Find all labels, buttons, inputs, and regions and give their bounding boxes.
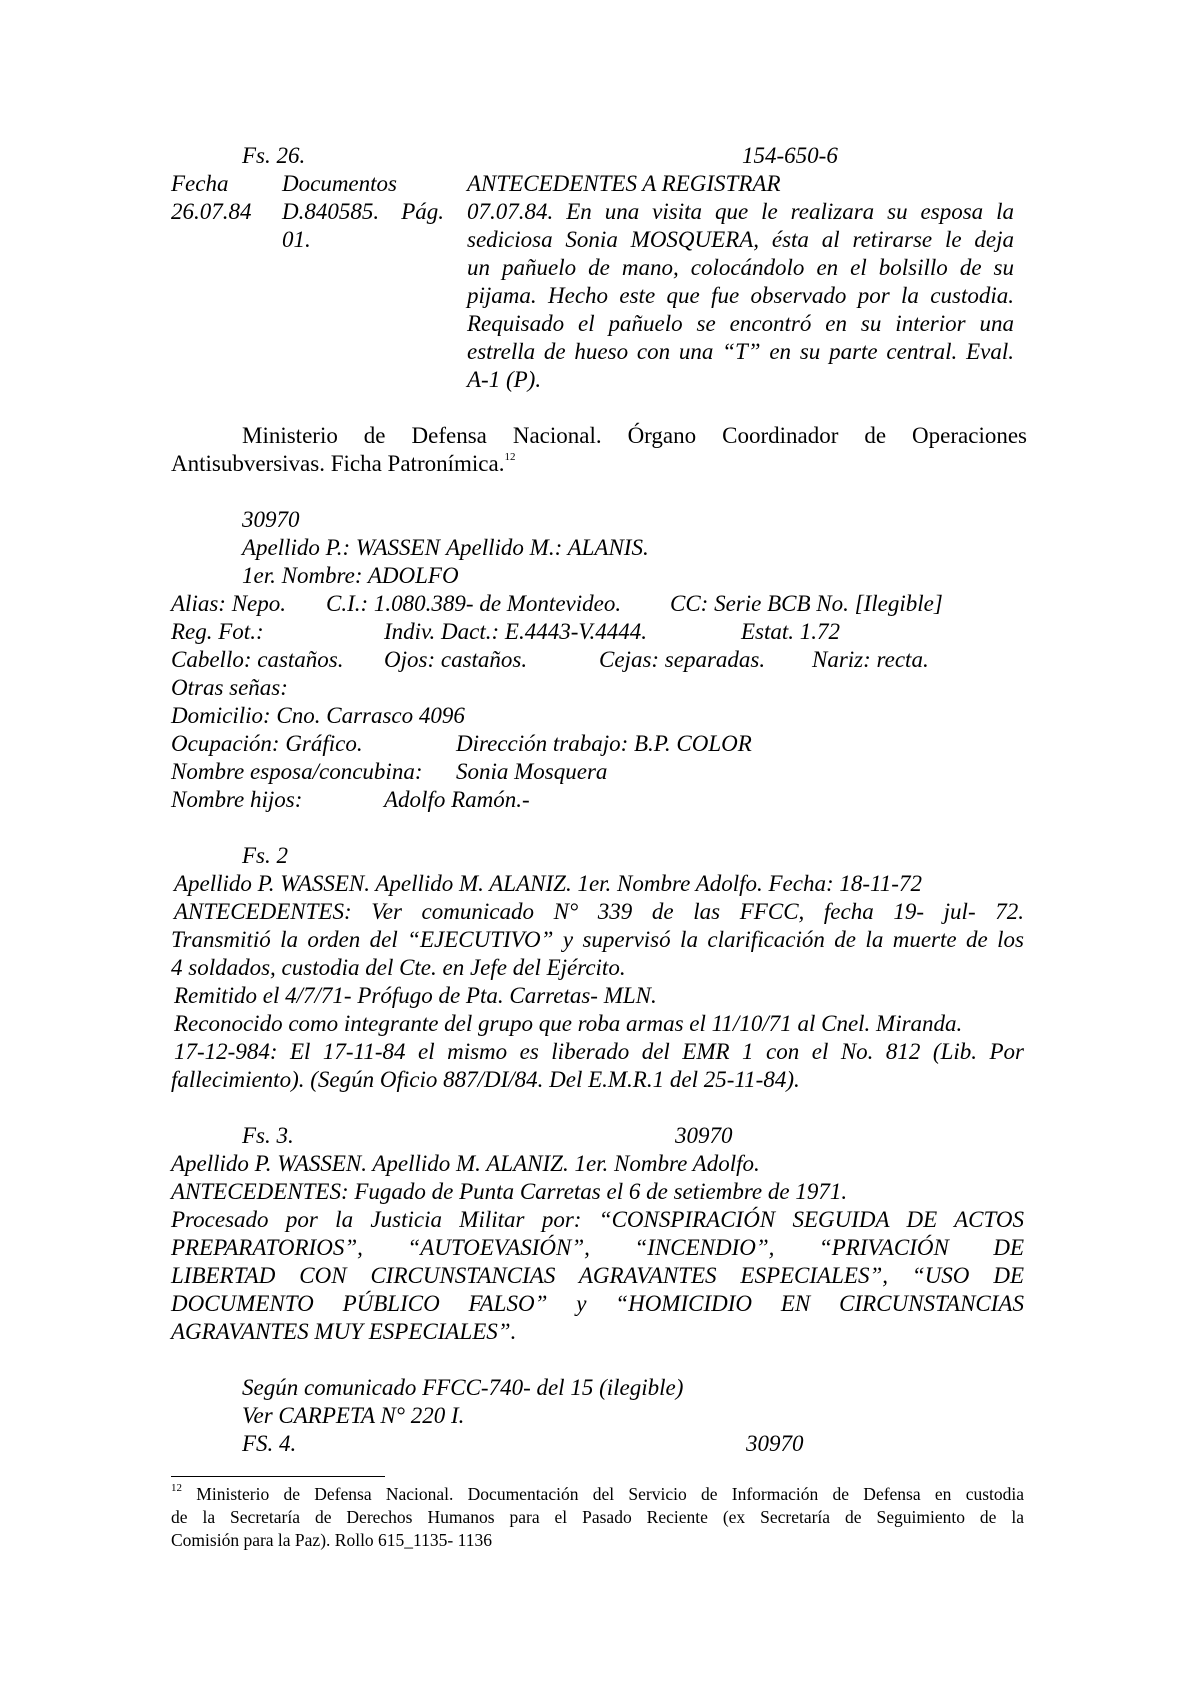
fs3-line: LIBERTAD CON CIRCUNSTANCIAS AGRAVANTES ESPECIALES”, “USO DE [171,1263,1024,1288]
ficha-number: 30970 [242,507,300,532]
reference-number: 154-650-6 [742,143,838,168]
registro-fotografico: Reg. Fot.: [171,619,264,644]
fs3-line: ANTECEDENTES: Fugado de Punta Carretas el 6 de setiembre de 1971. [171,1179,848,1204]
fs2-line: Transmitió la orden del “EJECUTIVO” y supervisó la clarificación de la muerte de los [171,927,1024,952]
cabello: Cabello: castaños. [171,647,344,672]
fs3-line: Apellido P. WASSEN. Apellido M. ALANIZ. 1er. Nombre Adolfo. [171,1151,760,1176]
alias: Alias: Nepo. [171,591,286,616]
document-id: D.840585. Pág. [282,199,444,224]
folio-label: Fs. 26. [242,143,306,168]
fs3-line: PREPARATORIOS”, “AUTOEVASIÓN”, “INCENDIO”, “PRIVACIÓN DE [171,1235,1024,1260]
ficha-number: 30970 [675,1123,733,1148]
source-line [171,450,515,478]
antecedentes-line: 07.07.84. En una visita que le realizara su esposa la [467,199,1014,224]
otras-senas: Otras señas: [171,675,288,700]
footnote-line: de la Secretaría de Derechos Humanos para el Pasado Reciente (ex Secretaría de Seguimiento de la [171,1507,1024,1527]
column-header-fecha: Fecha [171,171,229,196]
folio-label: Fs. 3. [242,1123,294,1148]
ocupacion: Ocupación: Gráfico. [171,731,363,756]
estatura: Estat. 1.72 [741,619,841,644]
antecedentes-line: sediciosa Sonia MOSQUERA, ésta al retirarse le deja [467,227,1014,252]
apellido-paterno: Apellido P.: WASSEN [242,535,440,560]
tail-line: Según comunicado FFCC-740- del 15 (ilegible) [242,1375,684,1400]
cedula: C.I.: 1.080.389- de Montevideo. [326,591,622,616]
fs2-line: ANTECEDENTES: Ver comunicado N° 339 de las FFCC, fecha 19- jul- 72. [174,899,1024,924]
antecedentes-line: A-1 (P). [467,367,542,392]
fs3-line: Procesado por la Justicia Militar por: “CONSPIRACIÓN SEGUIDA DE ACTOS [171,1207,1024,1232]
fs2-line: 17-12-984: El 17-11-84 el mismo es liberado del EMR 1 con el No. 812 (Lib. Por [174,1039,1024,1064]
column-header-documentos: Documentos [282,171,397,196]
footnote-text: Ministerio de Defensa Nacional. Documentación del Servicio de Información de Defensa en custodia [196,1484,1025,1504]
folio-label: Fs. 2 [242,843,288,868]
footnote-separator [171,1476,385,1477]
antecedentes-line: un pañuelo de mano, colocándolo en el bolsillo de su [467,255,1014,280]
antecedentes-line: Requisado el pañuelo se encontró en su interior una [467,311,1014,336]
apellido-materno: Apellido M.: ALANIS. [446,535,649,560]
fs2-line: Apellido P. WASSEN. Apellido M. ALANIZ. 1er. Nombre Adolfo. Fecha: 18-11-72 [174,871,922,896]
footnote-reference: 12 [504,451,516,464]
fs2-line: 4 soldados, custodia del Cte. en Jefe del Ejército. [171,955,626,980]
document-page: 01. [282,227,311,252]
primer-nombre: 1er. Nombre: ADOLFO [242,563,459,588]
nariz: Nariz: recta. [812,647,929,672]
direccion-trabajo: Dirección trabajo: B.P. COLOR [456,731,752,756]
esposa-label: Nombre esposa/concubina: [171,759,423,784]
source-line-text: Antisubversivas. Ficha Patronímica. [171,451,505,476]
footnote-line [171,1483,1024,1506]
credencial-civica: CC: Serie BCB No. [Ilegible] [670,591,943,616]
folio-label: FS. 4. [242,1431,297,1456]
cejas: Cejas: separadas. [599,647,766,672]
individual-dactiloscopica: Indiv. Dact.: E.4443-V.4444. [384,619,647,644]
tail-line: Ver CARPETA N° 220 I. [242,1403,465,1428]
fs3-line: AGRAVANTES MUY ESPECIALES”. [171,1319,517,1344]
esposa-value: Sonia Mosquera [456,759,608,784]
column-header-antecedentes: ANTECEDENTES A REGISTRAR [467,171,781,196]
ficha-number: 30970 [746,1431,804,1456]
record-date: 26.07.84 [171,199,252,224]
fs2-line: Reconocido como integrante del grupo que roba armas el 11/10/71 al Cnel. Miranda. [174,1011,963,1036]
footnote-line: Comisión para la Paz). Rollo 615_1135- 1136 [171,1530,492,1550]
hijos-value: Adolfo Ramón.- [384,787,530,812]
antecedentes-line: estrella de hueso con una “T” en su parte central. Eval. [467,339,1014,364]
fs2-line: fallecimiento). (Según Oficio 887/DI/84. Del E.M.R.1 del 25-11-84). [171,1067,800,1092]
fs2-line: Remitido el 4/7/71- Prófugo de Pta. Carretas- MLN. [174,983,657,1008]
ojos: Ojos: castaños. [384,647,528,672]
antecedentes-line: pijama. Hecho este que fue observado por la custodia. [467,283,1014,308]
source-line: Ministerio de Defensa Nacional. Órgano Coordinador de Operaciones [242,423,1027,448]
footnote-mark: 12 [171,1482,182,1495]
domicilio: Domicilio: Cno. Carrasco 4096 [171,703,465,728]
fs3-line: DOCUMENTO PÚBLICO FALSO” y “HOMICIDIO EN CIRCUNSTANCIAS [171,1291,1024,1316]
hijos-label: Nombre hijos: [171,787,303,812]
